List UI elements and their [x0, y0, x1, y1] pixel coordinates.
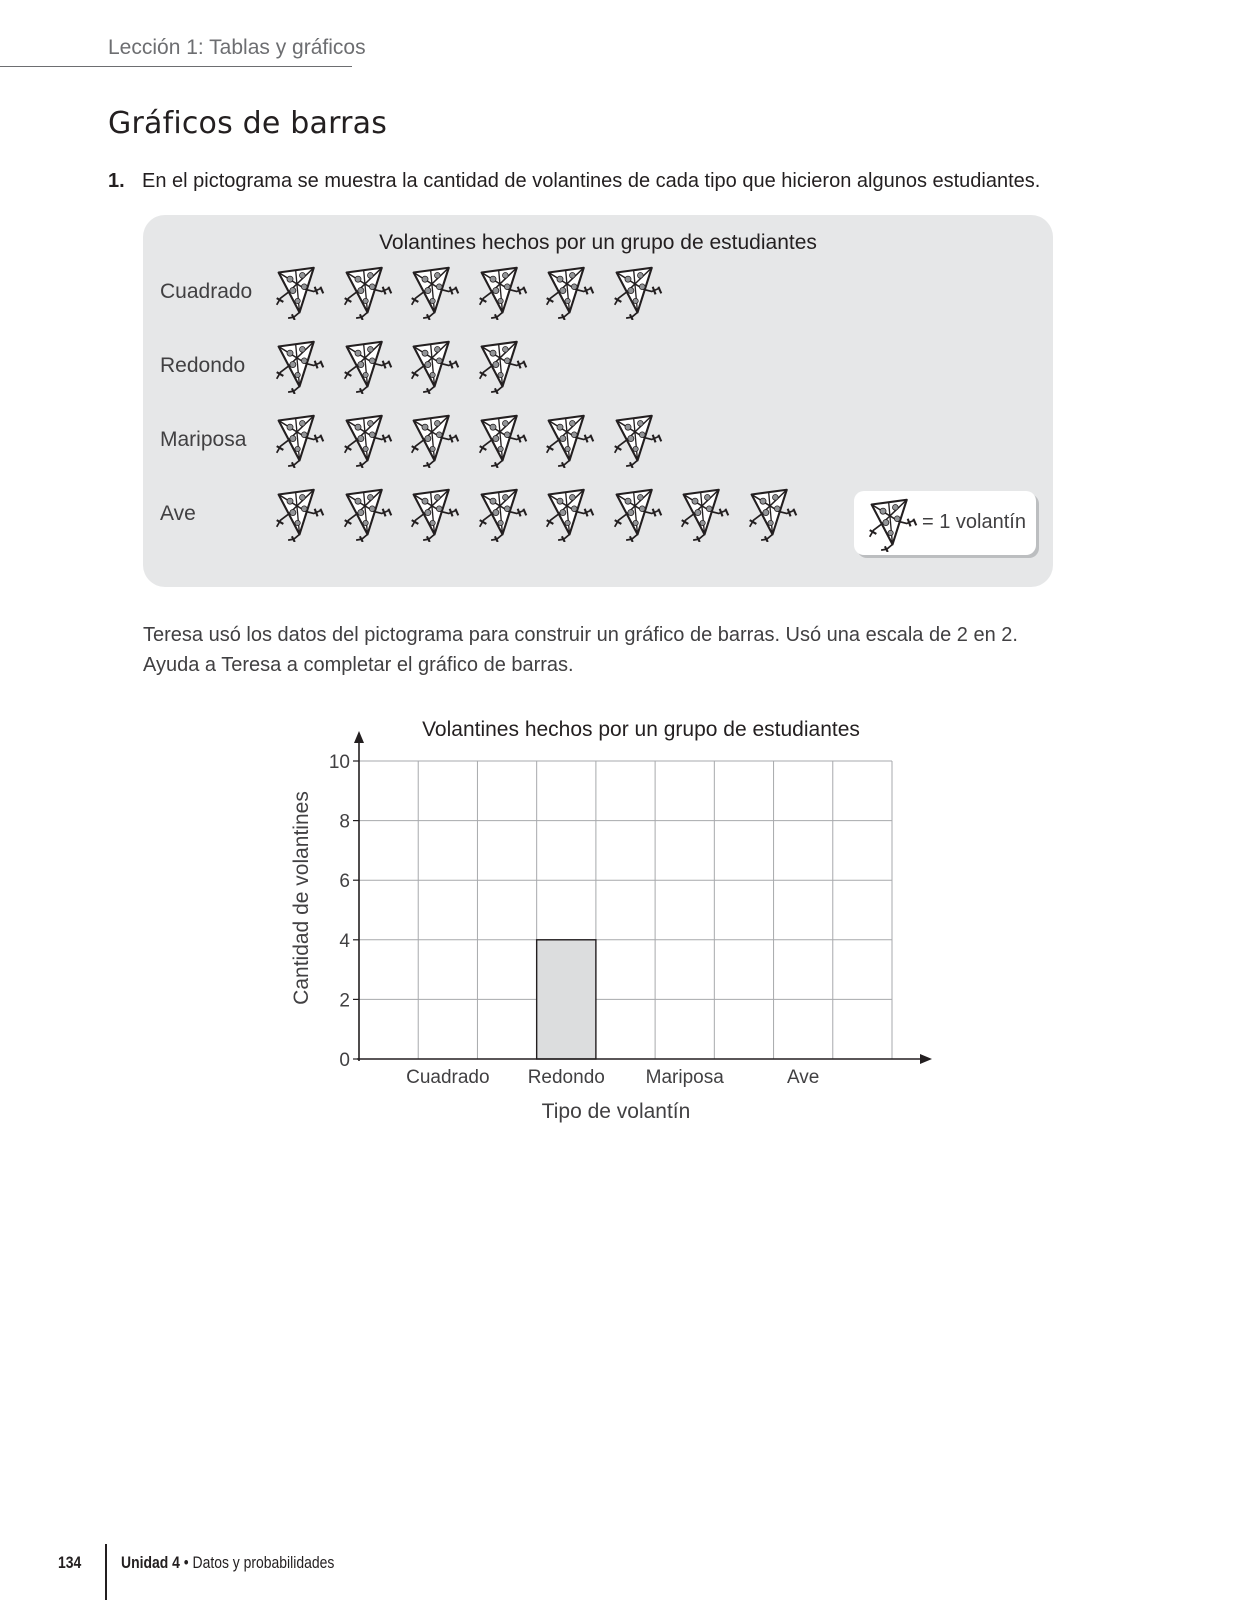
instructions-line-1: Teresa usó los datos del pictograma para construir un gráfico de barras. Usó una escala de 2 en 2. [143, 624, 1018, 646]
footer-unit: Unidad 4 [121, 1553, 180, 1572]
pictogram-title: Volantines hechos por un grupo de estudiantes [379, 231, 817, 254]
question-text: En el pictograma se muestra la cantidad de volantines de cada tipo que hicieron algunos estudiantes. [142, 170, 1041, 192]
chart-ylabel: Cantidad de volantines [290, 791, 313, 1005]
x-tick-label: Redondo [527, 1067, 605, 1088]
pictogram-key-text: = 1 volantín [922, 511, 1026, 533]
x-tick-label: Cuadrado [406, 1067, 490, 1088]
pictogram-row-label: Mariposa [160, 428, 247, 451]
y-tick-label: 0 [339, 1050, 350, 1071]
footer-unit-line [121, 1553, 334, 1573]
x-axis-arrow [920, 1054, 932, 1064]
footer-topic: Datos y probabilidades [192, 1553, 335, 1572]
y-tick-label: 2 [339, 990, 350, 1012]
pictogram-row-label: Ave [160, 502, 196, 525]
chart-xlabel: Tipo de volantín [541, 1100, 691, 1123]
chart-bars [537, 940, 596, 1059]
chart-axes [354, 731, 932, 1064]
page-number: 134 [58, 1553, 82, 1572]
question-number: 1. [108, 170, 125, 192]
section-title: Gráficos de barras [108, 106, 388, 141]
chart-title: Volantines hechos por un grupo de estudiantes [422, 718, 860, 741]
instructions-line-2: Ayuda a Teresa a completar el gráfico de barras. [143, 654, 574, 676]
y-tick-label: 6 [339, 871, 350, 893]
y-axis-arrow [354, 731, 364, 743]
y-tick-label: 4 [339, 930, 350, 952]
footer-separator: • [179, 1553, 193, 1572]
chart-grid [359, 761, 892, 1059]
y-tick-label: 8 [339, 811, 350, 833]
pictogram-row-label: Cuadrado [160, 280, 253, 303]
bar-redondo [537, 940, 596, 1059]
chart-x-ticks [406, 1067, 819, 1088]
lesson-header: Lección 1: Tablas y gráficos [108, 36, 366, 59]
pictogram-row-label: Redondo [160, 354, 246, 377]
x-tick-label: Mariposa [645, 1067, 724, 1088]
x-tick-label: Ave [786, 1067, 820, 1088]
chart-y-ticks [329, 752, 359, 1071]
y-tick-label: 10 [328, 752, 350, 773]
